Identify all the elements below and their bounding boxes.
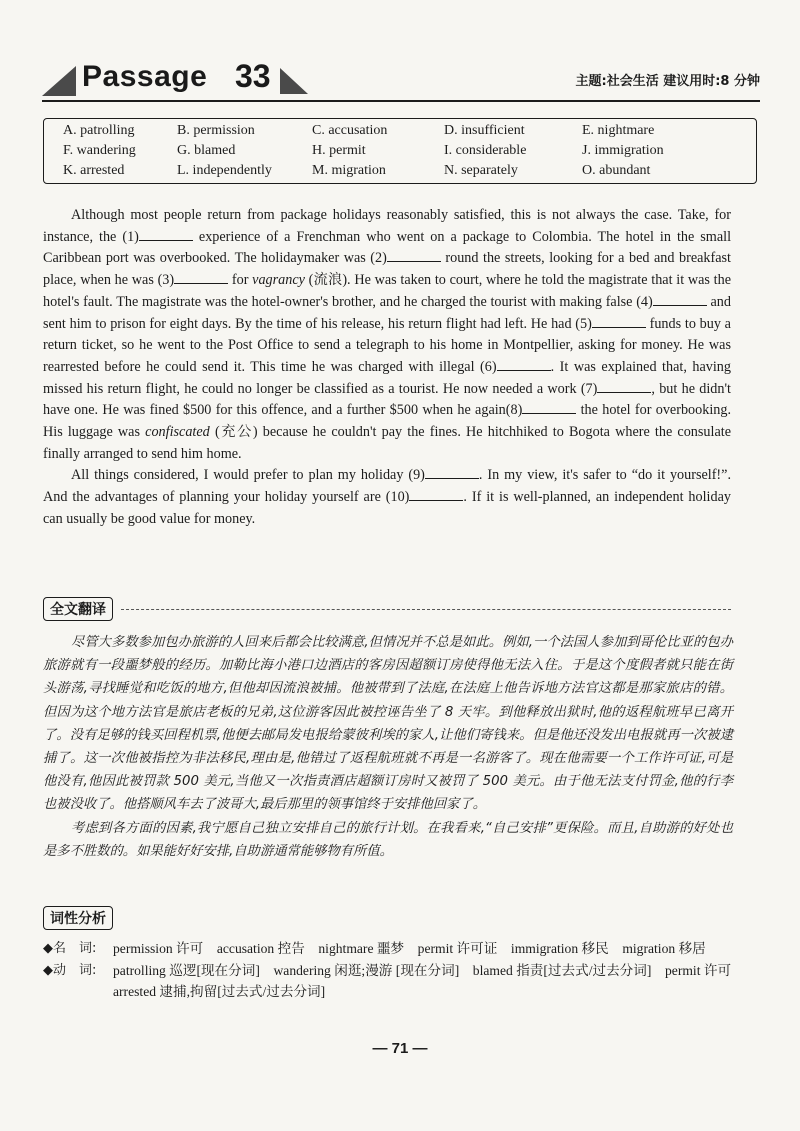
translation-title: 全文翻译 <box>43 597 113 621</box>
blank-8[interactable] <box>522 401 576 414</box>
vocab-section <box>43 938 755 1003</box>
text-segment: Although most people return from package holidays reasonably satisfied, this is not always the case. Take, for instance, the (1) <box>43 207 731 245</box>
vocab-text: patrolling 巡逻[现在分词] wandering 闲逛;漫游 [现在分词] blamed 指责[过去式/过去分词] permit 许可 arrested 逮捕,拘留[过去式/过去分词] <box>113 963 745 999</box>
text-segment: for <box>228 272 253 289</box>
triangle-right-icon <box>280 68 308 94</box>
vocab-title: 词性分析 <box>43 906 113 930</box>
blank-4[interactable] <box>653 293 707 306</box>
text-segment: . In my view, it's safer to “do it yourself!”. And the advantages of planning your holiday yourself are (10) <box>43 467 731 506</box>
word-option: A. patrolling <box>63 123 135 138</box>
blank-2[interactable] <box>387 249 441 262</box>
blank-9[interactable] <box>425 466 479 479</box>
vocab-header <box>43 906 163 930</box>
word-option: F. wandering <box>63 143 136 158</box>
word-option: O. abundant <box>582 163 651 178</box>
header-meta: 主题:社会生活 建议用时:8 分钟 <box>575 74 760 89</box>
translation-header <box>43 597 733 621</box>
page-number: — 71 — <box>372 1040 428 1057</box>
text-segment: All things considered, I would prefer to plan my holiday (9) <box>71 467 425 484</box>
text-segment: . If it is well-planned, an independent holiday can usually be good value for money. <box>43 489 731 527</box>
blank-5[interactable] <box>592 315 646 328</box>
passage-word: Passage <box>82 60 208 93</box>
vocab-row-verb <box>43 960 755 1002</box>
word-option: D. insufficient <box>444 123 525 138</box>
word-option: M. migration <box>312 163 386 178</box>
italic-term: vagrancy <box>252 272 305 289</box>
text-segment: (充公) because he couldn't pay the fines. He hitchhiked to Bogota where the consulate finally arranged to send him home. <box>43 424 731 462</box>
text-segment: funds to buy a return ticket, so he went to the Post Office to send a telegraph to his home in Montpellier, asking for money. He was rearrested before he could send it. This time he was charged with illegal (6) <box>43 315 731 375</box>
text-segment: , but he didn't have one. He was fined $500 for this offence, and a further $500 when he again(8) <box>43 380 731 419</box>
vocab-label: ◆名 词: <box>43 941 97 956</box>
passage-paragraph <box>43 205 731 465</box>
word-option: C. accusation <box>312 123 388 138</box>
word-option: B. permission <box>177 123 255 138</box>
word-option: H. permit <box>312 143 366 158</box>
word-option: K. arrested <box>63 163 125 178</box>
word-option: L. independently <box>177 163 272 178</box>
word-option: E. nightmare <box>582 123 655 138</box>
text-segment: . It was explained that, having missed his return flight, he could no longer be classified as a tourist. He now needed a work (7) <box>43 358 731 397</box>
translation-paragraph: 尽管大多数参加包办旅游的人回来后都会比较满意,但情况并不总是如此。例如,一个法国人参加到哥伦比亚的包办旅游就有一段噩梦般的经历。加勒比海小港口边酒店的客房因超额订房使得他无法入住。于是这个度假者就只能在街头游荡,寻找睡觉和吃饭的地方,但他却因流浪被捕。他被带到了法庭,在法庭上他告诉地方法官这都是那家旅店的错。但因为这个地方法官是旅店老板的兄弟,这位游客因此被控诬告坐了 8 天牢。到他释放出狱时,他的返程航班早已离开了。没有足够的钱买回程机票,他便去邮局发电报给蒙彼利埃的家人,让他们寄钱来。但是他还没发出电报就再一次被逮捕了。这一次他被指控为非法移民,理由是,他错过了返程航班就不再是一名游客了。现在他需要一个工作许可证,可是他没有,他因此被罚款 500 美元,当他又一次指责酒店超额订房时又被罚了 500 美元。由于他无法支付罚金,他的行李也被没收了。他搭顺风车去了波哥大,最后那里的领事馆终于安排他回家了。 <box>43 635 733 813</box>
translation-paragraph: 考虑到各方面的因素,我宁愿自己独立安排自己的旅行计划。在我看来,“自己安排”更保险。而且,自助游的好处也是多不胜数的。如果能好好安排,自助游通常能够物有所值。 <box>43 820 733 859</box>
passage-number: 33 <box>235 58 271 94</box>
vocab-row-noun <box>43 938 755 959</box>
text-segment: experience of a Frenchman who went on a package to Colombia. The hotel in the small Caribbean port was overbooked. The holidaymaker was (2) <box>43 228 732 267</box>
dashed-divider <box>121 609 731 610</box>
italic-term: confiscated <box>145 424 210 441</box>
blank-10[interactable] <box>409 488 463 501</box>
blank-1[interactable] <box>139 228 193 241</box>
text-segment: and sent him to prison for eight days. By the time of his release, his return flight had left. He had (5) <box>43 293 731 332</box>
word-bank <box>43 118 757 184</box>
text-segment: (流浪). He was taken to court, where he told the magistrate that it was the hotel's fault. The magistrate was the hotel-owner's brother, and he charged the tourist with making false (4) <box>43 272 732 310</box>
passage-text <box>43 205 731 531</box>
vocab-label: ◆动 词: <box>43 963 97 978</box>
word-option: I. considerable <box>444 143 527 158</box>
header-rule <box>42 100 760 102</box>
word-option: N. separately <box>444 163 518 178</box>
text-segment: the hotel for overbooking. His luggage was <box>43 402 731 441</box>
blank-7[interactable] <box>597 380 651 393</box>
passage-header <box>42 60 762 104</box>
translation-text <box>43 631 733 863</box>
text-segment: round the streets, looking for a bed and breakfast place, when he was (3) <box>43 250 731 289</box>
word-option: G. blamed <box>177 143 236 158</box>
blank-3[interactable] <box>174 271 228 284</box>
vocab-text: permission 许可 accusation 控告 nightmare 噩梦 permit 许可证 immigration 移民 migration 移居 <box>113 941 706 956</box>
triangle-left-icon <box>42 66 76 96</box>
word-option: J. immigration <box>582 143 664 158</box>
passage-paragraph <box>43 465 731 530</box>
blank-6[interactable] <box>497 358 551 371</box>
